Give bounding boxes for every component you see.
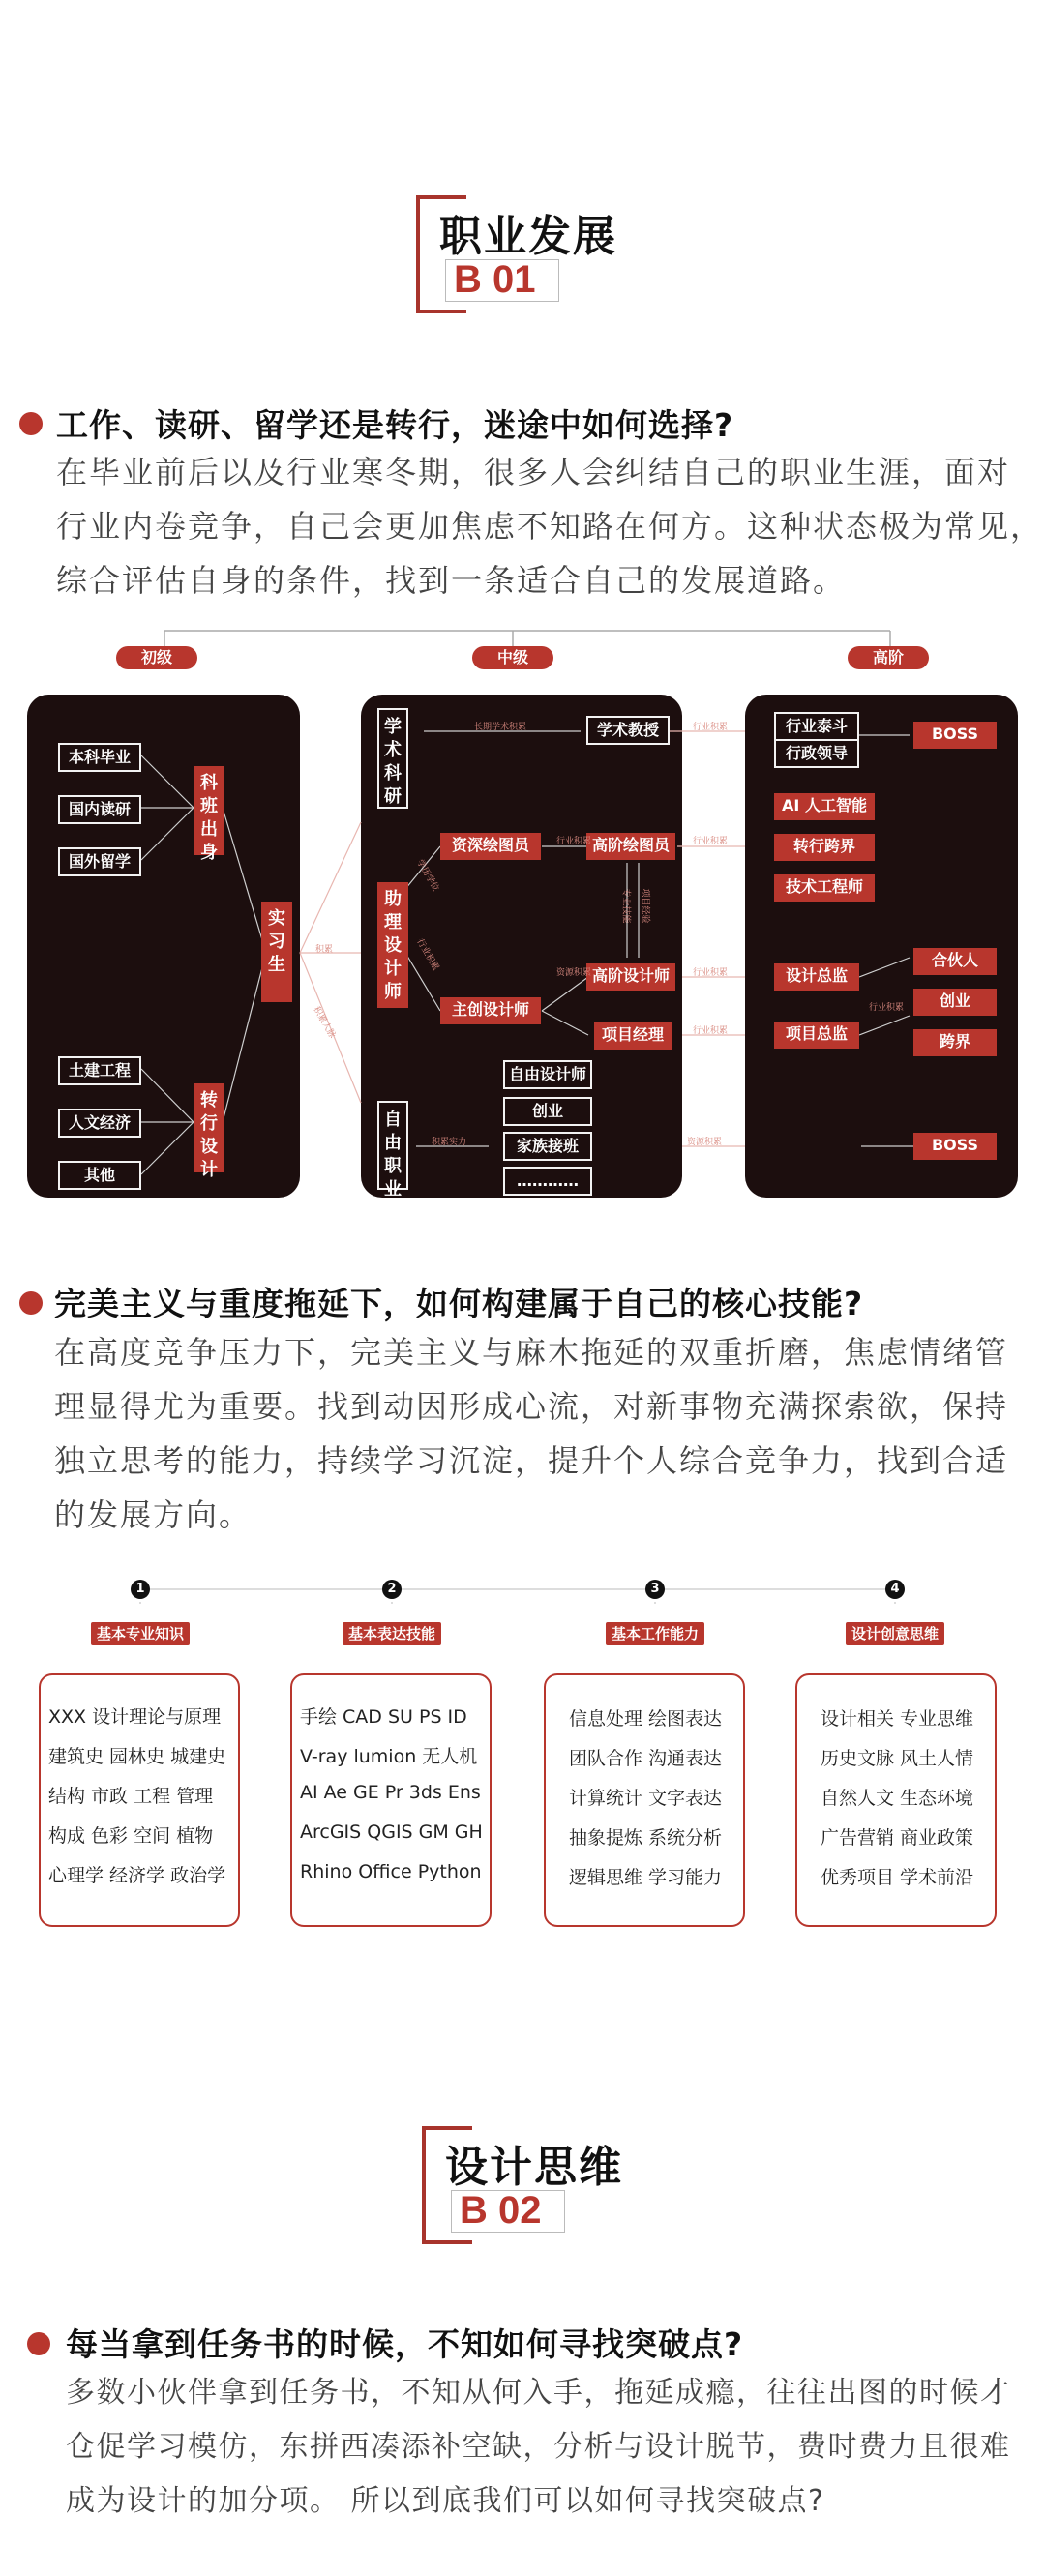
- paragraph-line: 在高度竞争压力下，完美主义与麻木拖延的双重折磨，焦虑情绪管: [54, 1334, 1009, 1371]
- skill-item: 构成 色彩 空间 植物: [48, 1825, 214, 1847]
- crossover: 跨界: [913, 1029, 997, 1056]
- skill-item: AI Ae GE Pr 3ds Ens: [300, 1782, 481, 1803]
- paragraph-line: 多数小伙伴拿到任务书，不知从何入手，拖延成瘾，往往出图的时候才: [66, 2376, 1011, 2410]
- transfer-design: 转行设计: [194, 1083, 224, 1172]
- design-director: 设计总监: [774, 963, 859, 991]
- paragraph-2: [54, 1325, 1008, 1542]
- skill-item: 抽象提炼 系统分析: [569, 1827, 723, 1849]
- question-3: 每当拿到任务书的时候，不知如何寻找突破点?: [66, 2325, 744, 2363]
- academic-research: 学术科研: [377, 708, 408, 809]
- skill-item: 计算统计 文字表达: [569, 1788, 723, 1809]
- switch-humanities: 人文经济: [58, 1109, 141, 1138]
- freelance-startup: 创业: [503, 1097, 592, 1126]
- skill-number-3: 3: [645, 1580, 665, 1599]
- paragraph-line: 的发展方向。: [54, 1496, 253, 1533]
- annotation: 行业积累: [414, 937, 441, 973]
- section-header-design-thinking: [422, 2126, 654, 2252]
- bullet-dot: [27, 2332, 50, 2355]
- skill-item: 团队合作 沟通表达: [569, 1748, 723, 1769]
- annotation: 行业积累: [556, 837, 592, 846]
- high-drafter: 高阶绘图员: [586, 833, 675, 860]
- skill-label-2: 基本表达技能: [343, 1622, 441, 1645]
- more-options: …………: [503, 1167, 592, 1196]
- annotation: 积累: [315, 945, 334, 955]
- annotation: 资源积累: [556, 968, 592, 978]
- annotation: 行业积累: [693, 968, 729, 978]
- annotation: 学历学位: [414, 858, 441, 894]
- skill-item: 建筑史 园林史 城建史: [48, 1746, 226, 1767]
- major-origin: 科班出身: [194, 766, 224, 855]
- senior-drafter: 资深绘图员: [440, 833, 541, 860]
- academic-professor: 学术教授: [586, 716, 670, 745]
- skill-number-4: 4: [885, 1580, 905, 1599]
- section-code: B 01: [454, 258, 536, 301]
- annotation: 积累人脉: [311, 1005, 338, 1041]
- family-succession: 家族接班: [503, 1132, 592, 1161]
- paragraph-line: 成为设计的加分项。 所以到底我们可以如何寻找突破点?: [66, 2484, 825, 2518]
- annotation: 行业积累: [693, 1026, 729, 1036]
- level-junior: 初级: [116, 646, 197, 669]
- skill-item: 结构 市政 工程 管理: [48, 1786, 214, 1807]
- assistant-designer: 助理设计师: [377, 882, 408, 1008]
- paragraph-line: 在毕业前后以及行业寒冬期，很多人会纠结自己的职业生涯，面对: [56, 454, 1011, 490]
- section-code-box: [445, 259, 559, 302]
- start-bachelor: 本科毕业: [58, 743, 141, 772]
- skill-label-1: 基本专业知识: [91, 1622, 190, 1645]
- annotation: 专业技能: [620, 888, 631, 924]
- question-1: 工作、读研、留学还是转行，迷途中如何选择?: [56, 406, 734, 444]
- freelance-designer: 自由设计师: [503, 1060, 592, 1089]
- career-flow-lines: [0, 619, 1045, 1219]
- annotation: 资源积累: [687, 1138, 723, 1147]
- annotation: 行业积累: [693, 723, 729, 732]
- annotation: 行业积累: [693, 837, 729, 846]
- level-middle: 中级: [472, 646, 553, 669]
- intern: 实习生: [261, 902, 292, 1002]
- skill-item: 逻辑思维 学习能力: [569, 1867, 723, 1888]
- skill-card-1: [39, 1673, 240, 1927]
- career-path-diagram: [0, 619, 1045, 1219]
- skill-item: 历史文脉 风土人情: [821, 1748, 974, 1769]
- paragraph-1: [56, 445, 1043, 607]
- paragraph-line: 理显得尤为重要。找到动因形成心流，对新事物充满探索欲，保持: [54, 1388, 1009, 1425]
- skill-card-3: [544, 1673, 745, 1927]
- section-header-career: [416, 195, 648, 321]
- skill-item: 设计相关 专业思维: [821, 1708, 974, 1730]
- switch-other: 其他: [58, 1161, 141, 1190]
- project-manager: 项目经理: [594, 1022, 672, 1050]
- industry-leader: 行业泰斗: [774, 712, 859, 741]
- skill-item: ArcGIS QGIS GM GH: [300, 1821, 483, 1843]
- partner: 合伙人: [913, 948, 997, 975]
- skill-item: 自然人文 生态环境: [821, 1788, 974, 1809]
- paragraph-line: 独立思考的能力，持续学习沉淀，提升个人综合竞争力，找到合适: [54, 1442, 1009, 1479]
- skill-item: 优秀项目 学术前沿: [821, 1867, 974, 1888]
- annotation: 行业积累: [869, 1003, 905, 1013]
- lead-designer: 主创设计师: [440, 997, 541, 1024]
- high-designer: 高阶设计师: [586, 963, 675, 991]
- admin-leader: 行政领导: [774, 739, 859, 768]
- skill-label-3: 基本工作能力: [606, 1622, 704, 1645]
- skill-label-4: 设计创意思维: [846, 1622, 944, 1645]
- path-ai: AI 人工智能: [774, 793, 875, 820]
- switch-civil: 土建工程: [58, 1056, 141, 1085]
- section-title: 设计思维: [445, 2143, 623, 2192]
- project-director: 项目总监: [774, 1022, 859, 1049]
- skill-item: XXX 设计理论与原理: [48, 1706, 222, 1728]
- skill-item: 信息处理 绘图表达: [569, 1708, 723, 1730]
- paragraph-3: [66, 2366, 1011, 2529]
- section-code: B 02: [460, 2189, 542, 2232]
- annotation: 项目经验: [640, 888, 650, 924]
- skill-number-2: 2: [382, 1580, 402, 1599]
- boss-bottom: BOSS: [913, 1133, 997, 1160]
- section-code-box: [451, 2190, 565, 2233]
- bullet-dot: [19, 412, 43, 435]
- section-title: 职业发展: [439, 212, 617, 261]
- skill-item: V-ray lumion 无人机: [300, 1746, 478, 1767]
- skill-item: 广告营销 商业政策: [821, 1827, 974, 1849]
- skill-card-2: [290, 1673, 492, 1927]
- skill-item: 心理学 经济学 政治学: [48, 1865, 226, 1886]
- level-senior: 高阶: [848, 646, 929, 669]
- freelance: 自由职业: [377, 1101, 408, 1190]
- paragraph-line: 综合评估自身的条件，找到一条适合自己的发展道路。: [56, 562, 847, 599]
- boss-top: BOSS: [913, 722, 997, 749]
- question-2: 完美主义与重度拖延下，如何构建属于自己的核心技能?: [54, 1285, 864, 1322]
- skill-item: 手绘 CAD SU PS ID: [300, 1706, 467, 1728]
- start-overseas: 国外留学: [58, 847, 141, 876]
- path-engineer: 技术工程师: [774, 874, 875, 902]
- skill-number-1: 1: [131, 1580, 150, 1599]
- path-crossover: 转行跨界: [774, 834, 875, 861]
- startup: 创业: [913, 989, 997, 1016]
- skill-item: Rhino Office Python: [300, 1861, 482, 1882]
- paragraph-line: 仓促学习模仿，东拼西凑添补空缺，分析与设计脱节，费时费力且很难: [66, 2430, 1011, 2464]
- annotation: 长期学术积累: [474, 723, 527, 732]
- paragraph-line: 行业内卷竞争，自己会更加焦虑不知路在何方。这种状态极为常见，: [56, 508, 1044, 545]
- annotation: 积累实力: [432, 1138, 467, 1147]
- bullet-dot: [19, 1291, 43, 1315]
- skill-card-4: [795, 1673, 997, 1927]
- start-domestic-master: 国内读研: [58, 795, 141, 824]
